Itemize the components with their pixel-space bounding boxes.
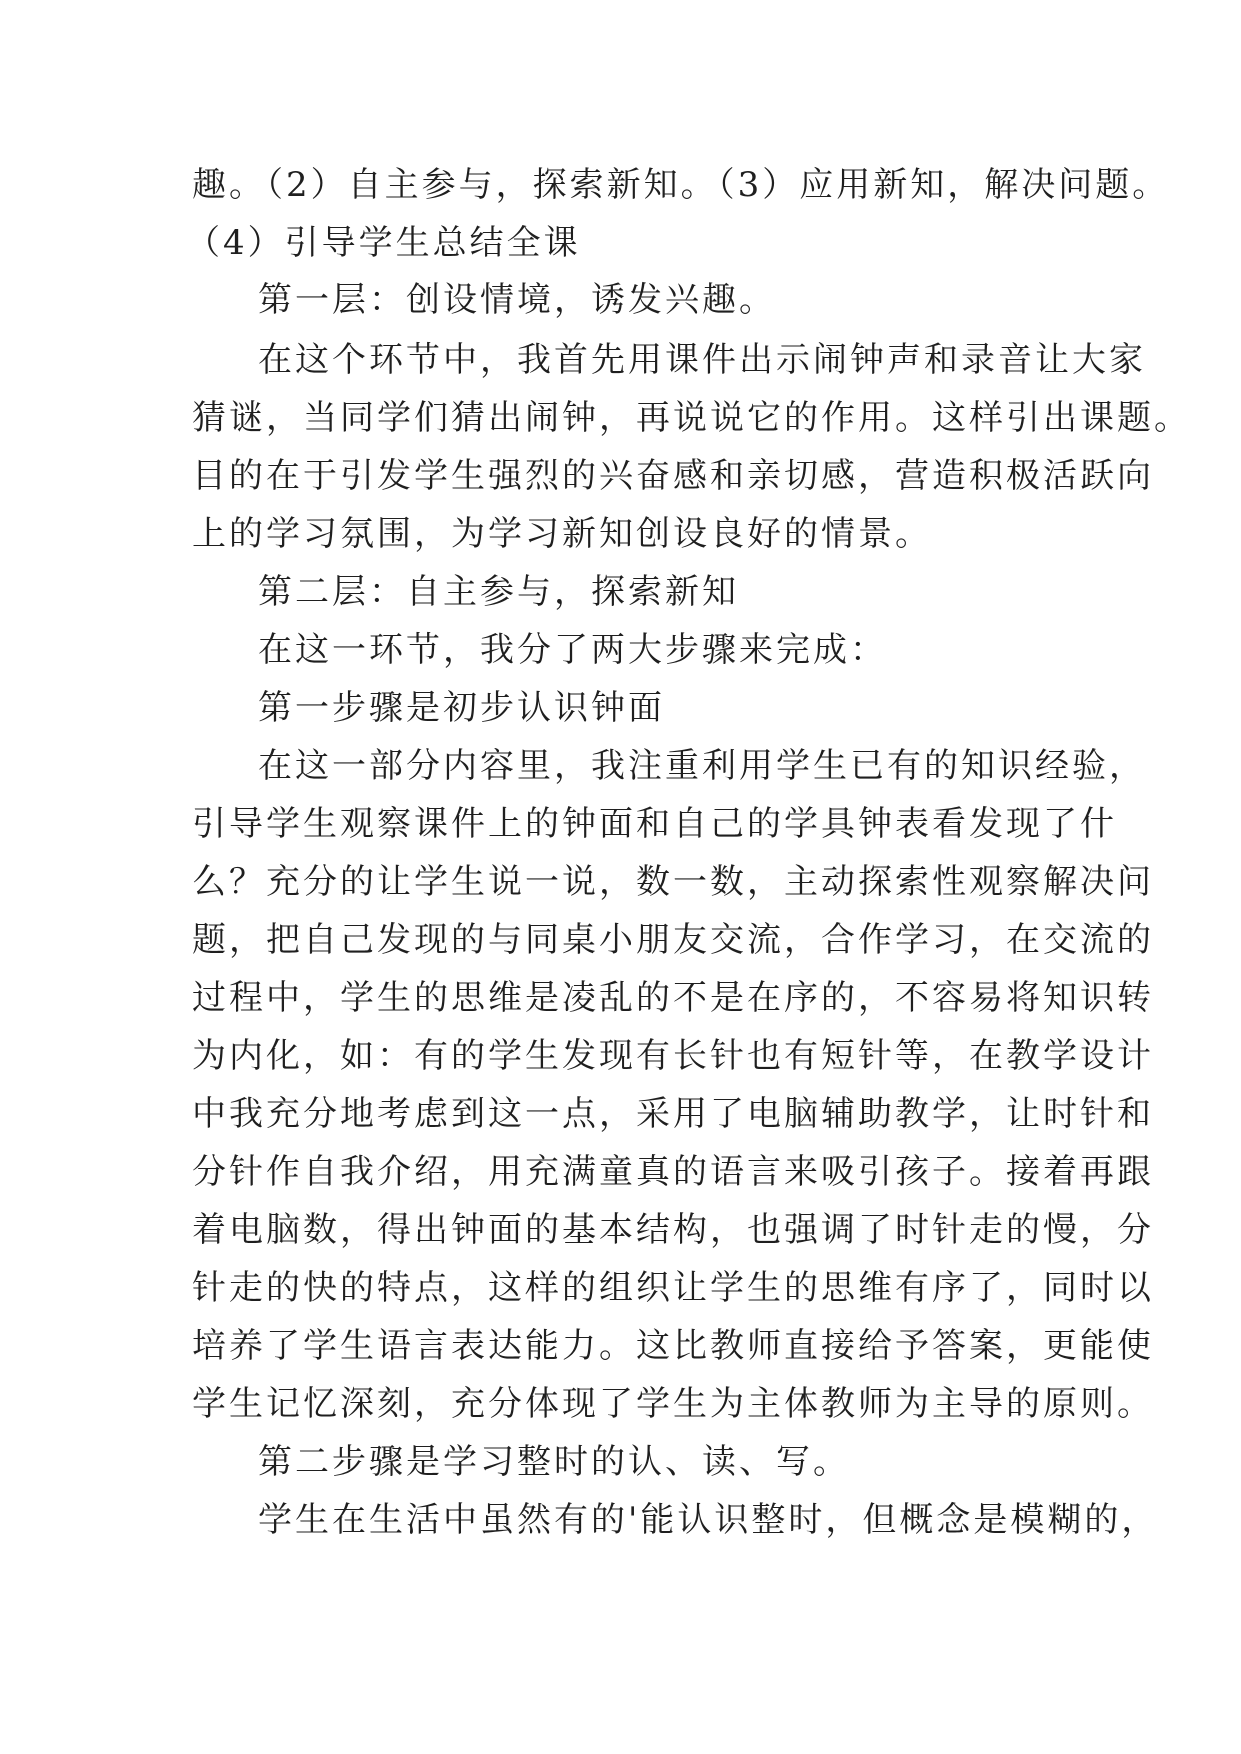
paragraph-line: （4）引导学生总结全课: [186, 223, 581, 263]
paragraph-line: 着电脑数，得出钟面的基本结构，也强调了时针走的慢，分: [192, 1210, 1154, 1250]
paragraph-line: 为内化，如：有的学生发现有长针也有短针等，在教学设计: [192, 1036, 1154, 1076]
step-heading-1: 第一步骤是初步认识钟面: [258, 688, 665, 728]
paragraph-line: 学生记忆深刻，充分体现了学生为主体教师为主导的原则。: [192, 1384, 1154, 1424]
paragraph-line: 过程中，学生的思维是凌乱的不是在序的，不容易将知识转: [192, 978, 1154, 1018]
paragraph-line: 中我充分地考虑到这一点，采用了电脑辅助教学，让时针和: [192, 1094, 1154, 1134]
paragraph-line: 题，把自己发现的与同桌小朋友交流，合作学习，在交流的: [192, 920, 1154, 960]
paragraph-line: 趣。（2）自主参与，探索新知。（3）应用新知，解决问题。: [192, 165, 1170, 205]
paragraph-line: 猜谜，当同学们猜出闹钟，再说说它的作用。这样引出课题。: [192, 398, 1191, 438]
paragraph-line: 培养了学生语言表达能力。这比教师直接给予答案，更能使: [192, 1326, 1154, 1366]
paragraph-line: 分针作自我介绍，用充满童真的语言来吸引孩子。接着再跟: [192, 1152, 1154, 1192]
paragraph-line: 学生在生活中虽然有的'能认识整时，但概念是模糊的，: [258, 1500, 1159, 1540]
step-heading-2: 第二步骤是学习整时的认、读、写。: [258, 1442, 850, 1482]
paragraph-line: 在这一环节，我分了两大步骤来完成：: [258, 630, 887, 670]
section-heading-2: 第二层：自主参与，探索新知: [258, 572, 739, 612]
section-heading-1: 第一层：创设情境，诱发兴趣。: [258, 280, 776, 320]
paragraph-line: 么？充分的让学生说一说，数一数，主动探索性观察解决问: [192, 862, 1154, 902]
paragraph-line: 目的在于引发学生强烈的兴奋感和亲切感，营造积极活跃向: [192, 456, 1154, 496]
paragraph-line: 针走的快的特点，这样的组织让学生的思维有序了，同时以: [192, 1268, 1154, 1308]
paragraph-line: 在这个环节中，我首先用课件出示闹钟声和录音让大家: [258, 340, 1146, 380]
paragraph-line: 在这一部分内容里，我注重利用学生已有的知识经验，: [258, 746, 1146, 786]
paragraph-line: 上的学习氛围，为学习新知创设良好的情景。: [192, 514, 932, 554]
paragraph-line: 引导学生观察课件上的钟面和自己的学具钟表看发现了什: [192, 804, 1117, 844]
